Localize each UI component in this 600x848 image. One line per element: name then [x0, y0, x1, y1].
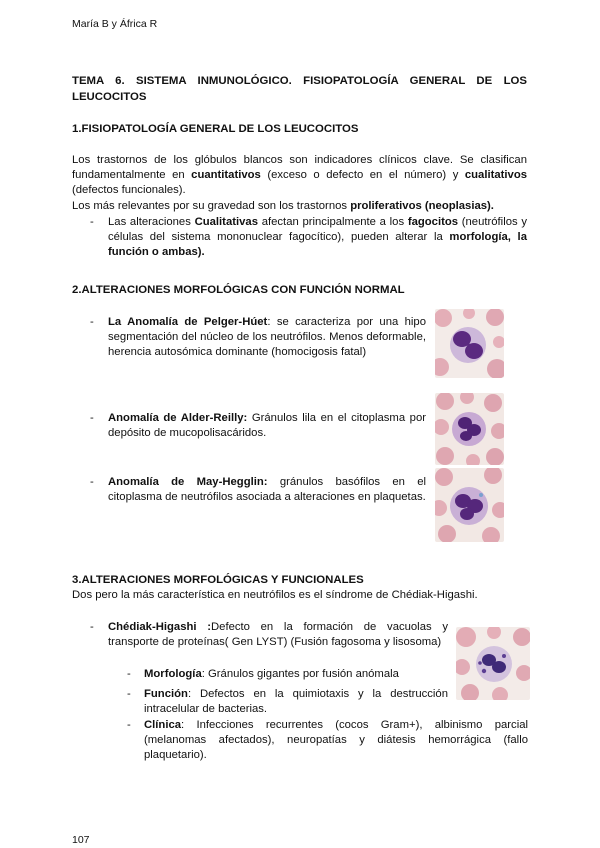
text-run: (neutrófilos y células del sistema mononuclear fagocítico), pueden alterar la: [108, 216, 527, 243]
bullet-dash: -: [90, 216, 94, 228]
bullet-text: [108, 315, 426, 360]
chediak-higashi-micrograph: [456, 627, 530, 700]
bullet-text: [144, 667, 427, 682]
document-title: TEMA 6. SISTEMA INMUNOLÓGICO. FISIOPATOLOGÍA GENERAL DE LOS LEUCOCITOS: [72, 75, 527, 103]
text-run: Los más relevantes por su gravedad son los trastornos: [72, 200, 351, 212]
bullet-text: [108, 620, 448, 650]
section2-heading: 2.ALTERACIONES MORFOLÓGICAS CON FUNCIÓN NORMAL: [72, 284, 405, 296]
bullet-text: [108, 411, 426, 441]
bullet-dash: -: [127, 688, 131, 700]
bullet-dash: -: [127, 668, 131, 680]
bullet-dash: -: [90, 621, 94, 633]
bold-run: Anomalía de Alder-Reilly:: [108, 412, 248, 424]
text-run: : Gránulos gigantes por fusión anómala: [201, 668, 399, 680]
bullet-text: [144, 687, 448, 717]
bullet-dash: -: [90, 412, 94, 424]
bullet-dash: -: [90, 316, 94, 328]
text-run: (exceso o defecto en el número) y: [260, 169, 465, 181]
text-run: Defecto en la formación de vacuolas y transporte de proteínas( Gen LYST) (Fusión fagosoma y lisosoma): [108, 621, 448, 648]
bold-run: La Anomalía de Pelger-Húet: [108, 316, 268, 328]
bold-run: Función: [144, 688, 188, 700]
section3-heading: 3.ALTERACIONES MORFOLÓGICAS Y FUNCIONALES: [72, 574, 364, 586]
bullet-text: [144, 718, 528, 763]
text-run: (defectos funcionales).: [72, 184, 186, 196]
text-run: : Defectos en la quimiotaxis y la destrucción intracelular de bacterias.: [144, 688, 448, 715]
alder-reilly-micrograph: [435, 393, 504, 465]
text-run: : Infecciones recurrentes (cocos Gram+), albinismo parcial (melanomas afectados), neuropatías y diátesis hemorrágica (fallo plaquetario).: [144, 719, 528, 761]
text-run: gránulos basófilos en el citoplasma de neutrófilos asociada a alteraciones en plaquetas.: [108, 476, 426, 503]
bold-run: Clínica: [144, 719, 182, 731]
bold-run: fagocitos: [407, 216, 459, 228]
text-run: Gránulos lila en el citoplasma por depósito de mucopolisacáridos.: [108, 412, 426, 439]
bold-run: proliferativos (neoplasias).: [350, 200, 494, 212]
bold-run: Anomalía de May-Hegglin:: [108, 476, 268, 488]
bullet-dash: -: [127, 719, 131, 731]
text-run: Las alteraciones: [108, 216, 195, 228]
page-header-author: María B y África R: [72, 18, 158, 30]
text-run: Los trastornos de los glóbulos blancos son indicadores clínicos clave. Se clasifican fundamentalmente en: [72, 154, 527, 181]
bullet-text: [108, 215, 527, 260]
page-number: 107: [72, 834, 90, 846]
section3-intro: Dos pero la más característica en neutrófilos es el síndrome de Chédiak-Higashi.: [72, 589, 478, 601]
text-run: afectan principalmente a los: [257, 216, 408, 228]
bold-run: Cualitativas: [194, 216, 258, 228]
pelger-huet-micrograph: [435, 309, 504, 378]
section1-heading: 1.FISIOPATOLOGÍA GENERAL DE LOS LEUCOCITOS: [72, 123, 359, 135]
bullet-dash: -: [90, 476, 94, 488]
bold-run: Chédiak-Higashi :: [108, 621, 211, 633]
may-hegglin-micrograph: [435, 468, 504, 542]
bold-run: cuantitativos: [191, 169, 261, 181]
section1-paragraph1: [72, 153, 527, 198]
text-run: : se caracteriza por una hipo segmentación del núcleo de los neutrófilos. Menos deformable, herencia autosómica dominante (homocigosis fatal): [108, 316, 427, 358]
bold-run: cualitativos: [464, 169, 528, 181]
bold-run: Morfología: [144, 668, 202, 680]
bullet-text: [108, 475, 426, 505]
section1-paragraph2: [72, 199, 527, 214]
bold-run: morfología, la función o ambas).: [108, 231, 527, 258]
